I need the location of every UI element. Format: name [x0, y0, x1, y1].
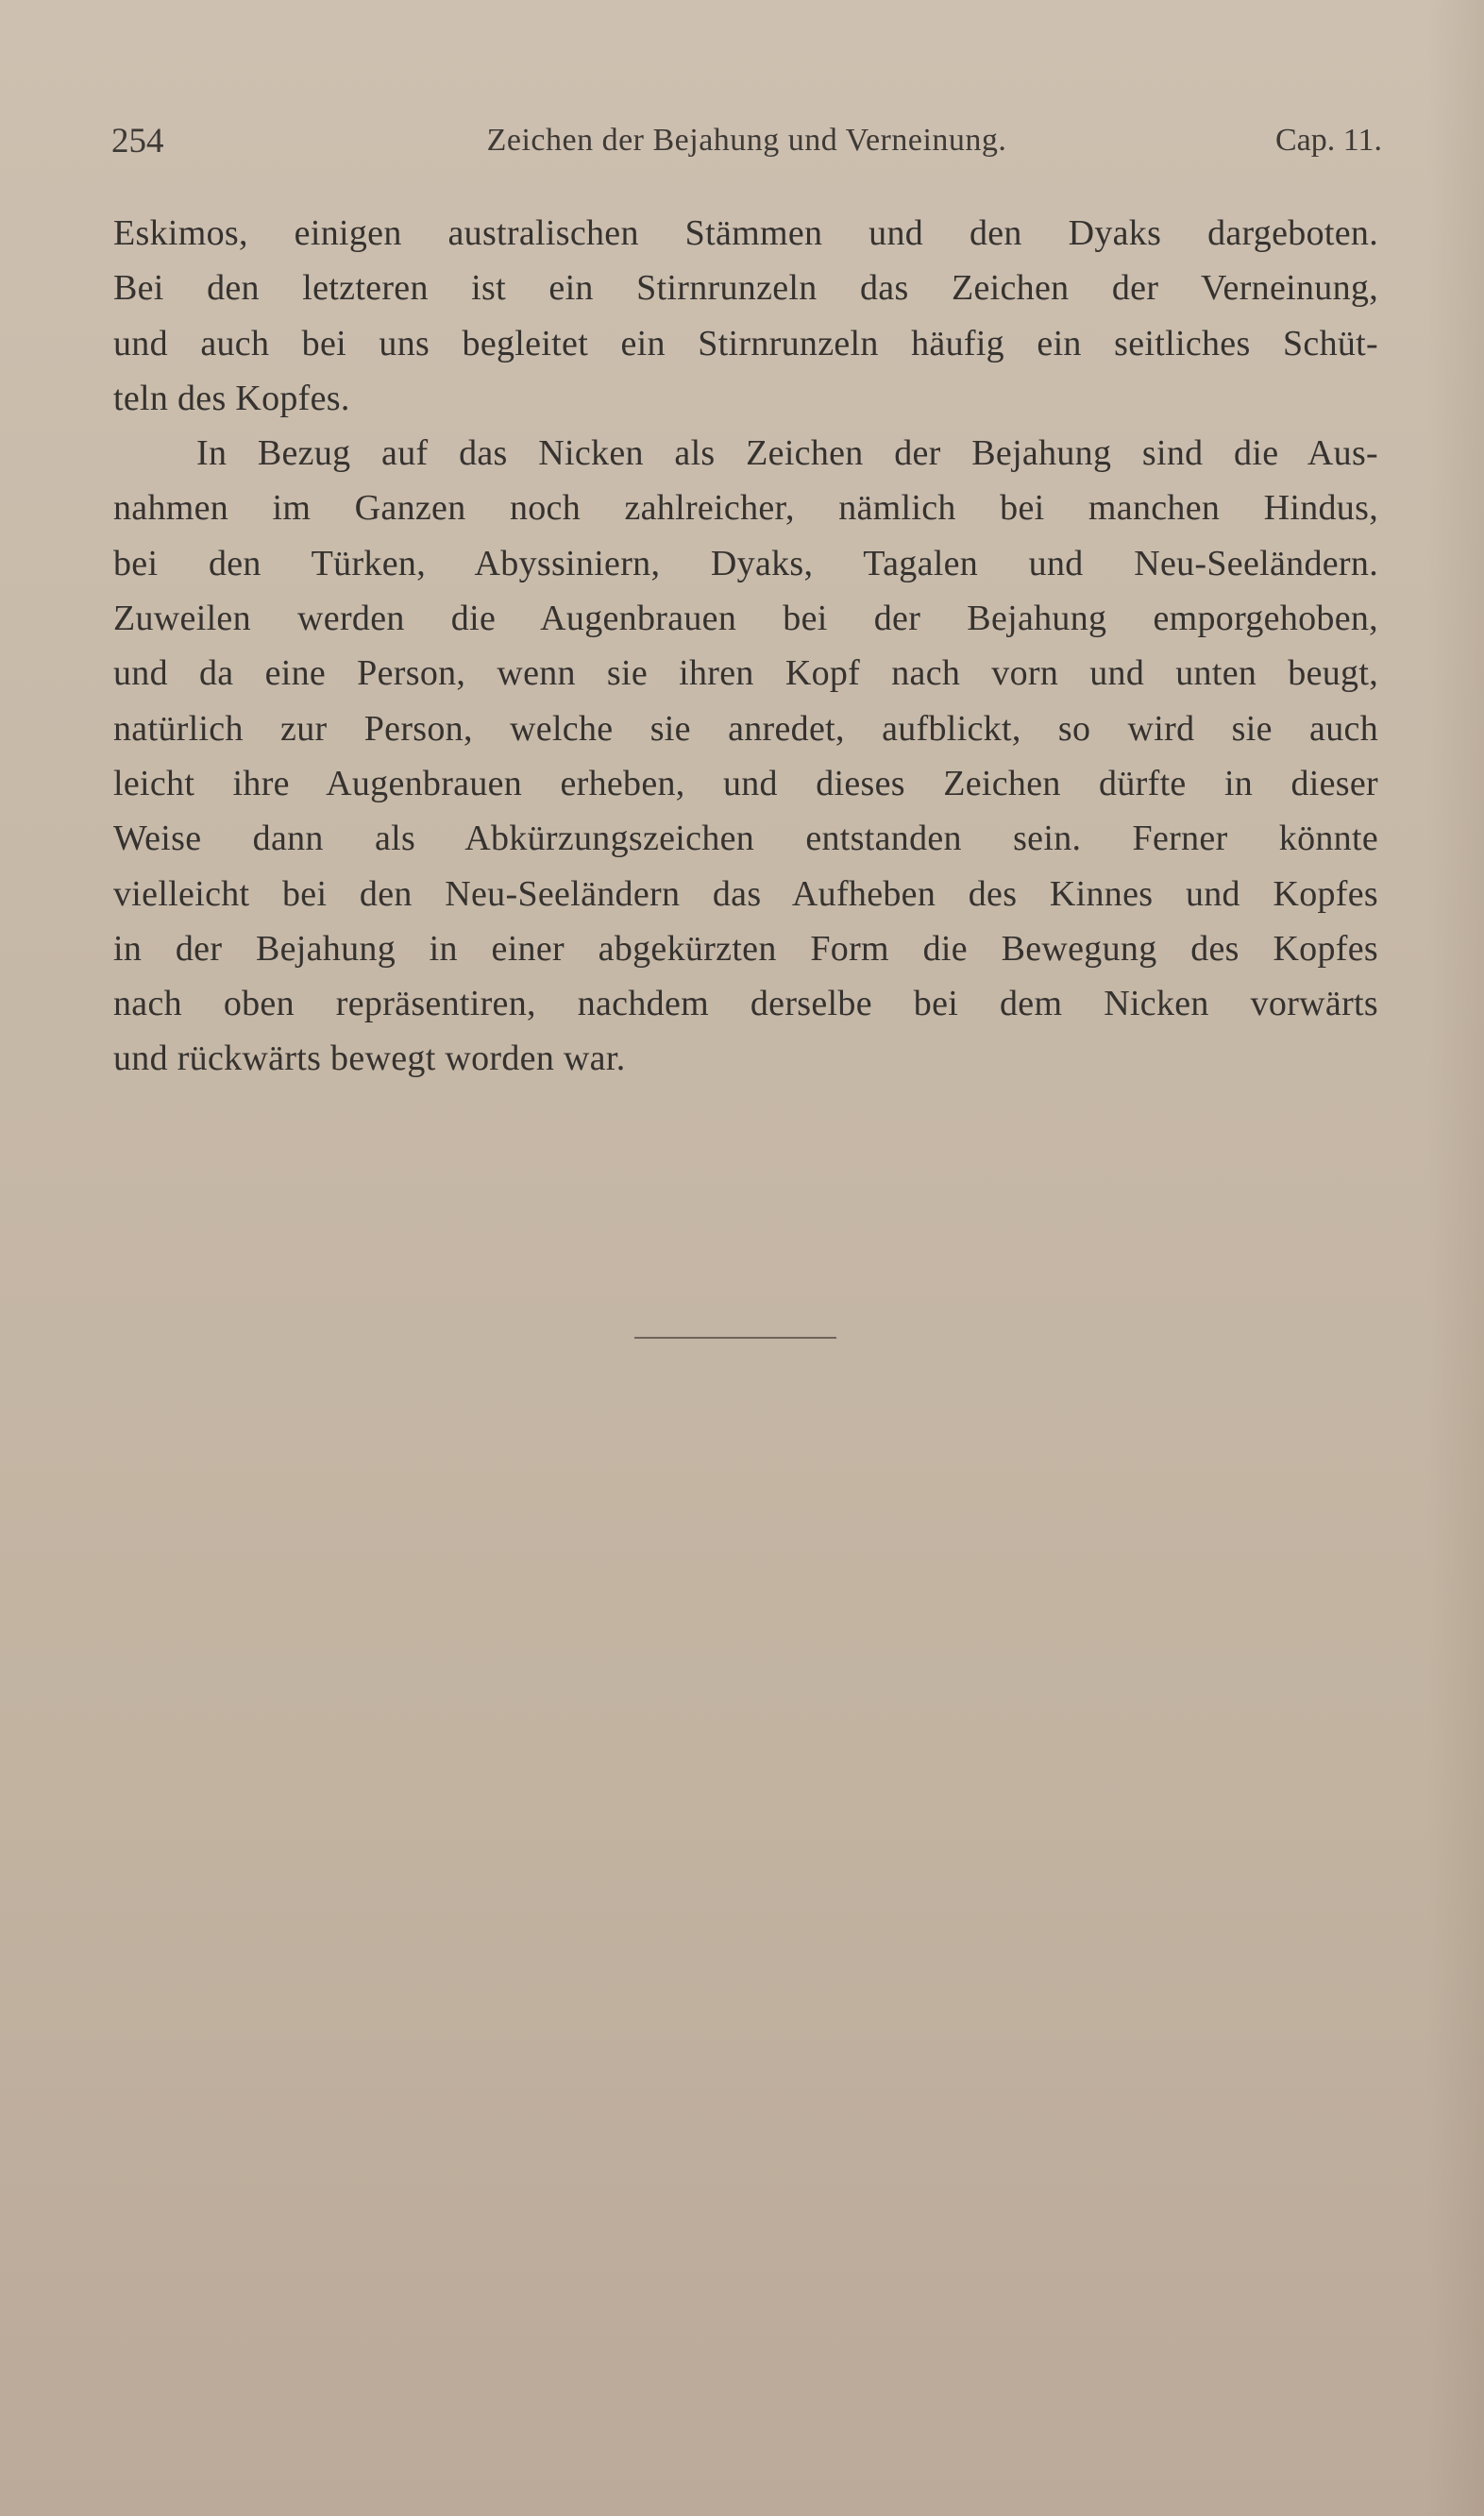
text-line: bei den Türken, Abyssiniern, Dyaks, Tagalen und Neu-Seeländern. — [113, 543, 1378, 583]
chapter-title: Zeichen der Bejahung und Verneinung. — [486, 123, 1007, 158]
text-line: In Bezug auf das Nicken als Zeichen der Bejahung sind die Aus- — [196, 433, 1378, 474]
text-line: und rückwärts bewegt worden war. — [113, 1038, 626, 1079]
text-line: teln des Kopfes. — [113, 378, 350, 418]
text-line: in der Bejahung in einer abgekürzten Form die Bewegung des Kopfes — [113, 928, 1378, 969]
chapter-reference: Cap. 11. — [1274, 123, 1382, 158]
page-number: 254 — [111, 122, 164, 160]
text-line: leicht ihre Augenbrauen erheben, und dieses Zeichen dürfte in dieser — [113, 763, 1378, 803]
text-line: nach oben repräsentiren, nachdem derselbe bei dem Nicken vorwärts — [113, 984, 1378, 1024]
text-line: Bei den letzteren ist ein Stirnrunzeln das Zeichen der Verneinung, — [113, 268, 1378, 309]
text-line: vielleicht bei den Neu-Seeländern das Aufheben des Kinnes und Kopfes — [113, 873, 1378, 914]
text-line: Zuweilen werden die Augenbrauen bei der Bejahung emporgehoben, — [113, 599, 1378, 639]
paragraph-1 — [113, 206, 1378, 426]
text-line: und da eine Person, wenn sie ihren Kopf nach vorn und unten beugt, — [113, 653, 1378, 694]
text-line: Weise dann als Abkürzungszeichen entstanden sein. Ferner könnte — [113, 819, 1378, 859]
text-line: nahmen im Ganzen noch zahlreicher, nämlich bei manchen Hindus, — [113, 488, 1378, 529]
text-line: natürlich zur Person, welche sie anredet, aufblickt, so wird sie auch — [113, 708, 1378, 749]
section-end-rule — [634, 1337, 836, 1339]
running-head — [111, 121, 1382, 174]
paragraph-2 — [113, 426, 1378, 1087]
text-line: Eskimos, einigen australischen Stämmen und den Dyaks dargeboten. — [113, 213, 1378, 253]
body-text — [113, 206, 1378, 1087]
text-line: und auch bei uns begleitet ein Stirnrunzeln häufig ein seitliches Schüt- — [113, 323, 1378, 363]
